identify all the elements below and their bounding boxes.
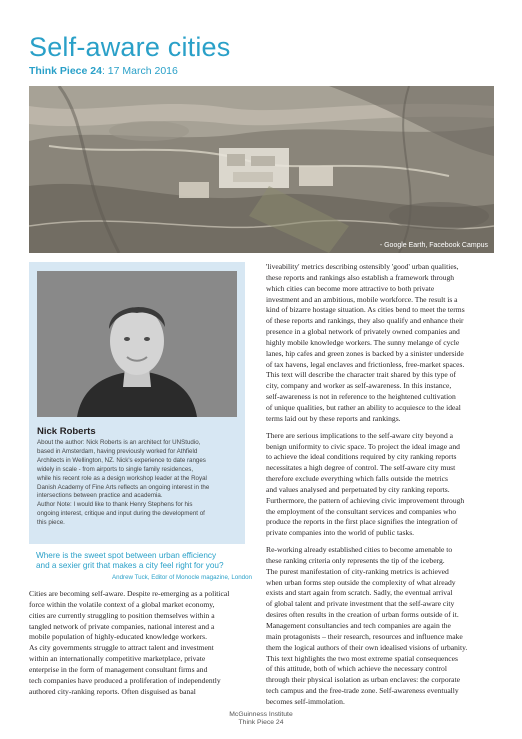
body-line: desires often results in the creation of urban forms outside of it. bbox=[266, 610, 459, 620]
body-line: the employment of the consultant services and companies who bbox=[266, 506, 457, 516]
body-line: Cities are becoming self-aware. Despite re-emerging as a political bbox=[29, 589, 230, 598]
body-line: these ranking criteria only represents the tip of the iceberg. bbox=[266, 555, 445, 565]
author-portrait-image bbox=[37, 271, 237, 417]
body-line: within an internationally competitive marketplace, private bbox=[29, 654, 206, 664]
author-portrait bbox=[37, 271, 237, 417]
body-line: tech campus and the free-trade zone. Self-awareness eventually bbox=[266, 686, 459, 696]
bio-line: intersections between practice and academia. bbox=[37, 492, 163, 500]
footer-institute: McGuinness Institute bbox=[229, 711, 293, 718]
body-line: of these reports and rankings, they also qualify and enhance their bbox=[266, 316, 464, 326]
body-line: necessitates a high degree of control. The self-aware city must bbox=[266, 463, 456, 473]
body-line: This text will describe the character trait shared by this type of bbox=[266, 370, 456, 380]
page-subtitle bbox=[29, 65, 178, 77]
bio-line: About the author: Nick Roberts is an architect for UNStudio, bbox=[37, 439, 201, 446]
body-line: of unique qualities, but rather an ability to acquiesce to the ideal bbox=[266, 402, 461, 412]
body-line: private companies into the world of public tasks. bbox=[266, 528, 415, 538]
body-line: mobile population of highly-educated knowledge workers. bbox=[29, 632, 207, 642]
bio-line: Architects in Wellington, NZ. Nick's experience to date ranges bbox=[37, 456, 206, 464]
bio-line: based in Amsterdam, having previously worked for Athfield bbox=[37, 447, 198, 455]
body-line: tech companies have produced a proliferation of independently bbox=[29, 675, 221, 685]
body-line: produce the reports in the first place signifies the integration of bbox=[266, 517, 458, 527]
author-name: Nick Roberts bbox=[37, 426, 96, 437]
body-line: kind of bizarre hostage situation. As cities bend to meet the terms bbox=[266, 305, 465, 315]
body-line: which cities can become more attractive to both private bbox=[266, 283, 435, 293]
body-column-right bbox=[266, 262, 498, 708]
body-line: presence in a global network of privately owned companies and bbox=[266, 327, 460, 337]
body-line: authored city-ranking reports. Often disguised as banal bbox=[29, 686, 196, 696]
body-line: main protagonists – their research, resources and influence make bbox=[266, 631, 463, 641]
body-line: 'liveability' metrics describing ostensibly 'good' urban qualities, bbox=[266, 262, 459, 271]
body-line: of tax havens, legal enclaves and frictionless, free-market spaces. bbox=[266, 359, 465, 369]
aerial-photo bbox=[29, 86, 494, 253]
body-line: cities are currently struggling to position themselves within a bbox=[29, 610, 215, 620]
body-line: through their physical isolation as urban enclaves: the corporate bbox=[266, 675, 461, 685]
body-line: these reports and rankings also establish a framework through bbox=[266, 272, 455, 282]
bio-line: widely in scale - from airports to single family residences, bbox=[37, 465, 194, 473]
body-line: As city governments struggle to attract talent and investment bbox=[29, 643, 214, 653]
publication-date: : 17 March 2016 bbox=[101, 65, 178, 77]
bio-line: Author Note: I would like to thank Henry Stephens for his bbox=[37, 501, 193, 509]
body-line: benign uniformity to civic space. To project the ideal image and bbox=[266, 441, 460, 451]
body-line: self-awareness is not in reference to the heightened cultivation bbox=[266, 392, 456, 402]
think-piece-label: Think Piece 24 bbox=[29, 65, 102, 77]
body-line: investment and an ambitious, mobile workforce. The result is a bbox=[266, 294, 458, 304]
footer-piece: Think Piece 24 bbox=[238, 719, 284, 726]
body-line: force within the volatile context of a global market economy, bbox=[29, 599, 215, 609]
body-line: tangled network of private companies, national interest and a bbox=[29, 621, 215, 631]
body-line: and values analysed and perpetuated by city ranking reports. bbox=[266, 484, 450, 494]
bio-line: this piece. bbox=[37, 519, 65, 527]
body-line: terms laid out by these reports and rankings. bbox=[266, 413, 401, 423]
body-line: highly mobile knowledge workers. The sunny melange of cycle bbox=[266, 337, 460, 347]
body-column-left bbox=[29, 589, 249, 697]
body-line: lanes, hip cafes and green zones is backed by a sinister underside bbox=[266, 348, 464, 358]
body-line: The purest manifestation of city-ranking metrics is achieved bbox=[266, 566, 449, 576]
body-line: exists and start again from scratch. Sadly, the eventual arrival bbox=[266, 588, 453, 598]
page-title: Self-aware cities bbox=[29, 32, 231, 62]
body-line: when urban forms step outside the complexity of what already bbox=[266, 577, 456, 587]
body-line: Management consultancies and tech companies are again the bbox=[266, 621, 451, 630]
body-line: them the logical authors of their own idealised visions of urbanity. bbox=[266, 642, 468, 652]
body-line: to achieve the ideal conditions required by city ranking reports bbox=[266, 452, 457, 462]
photo-credit: - Google Earth, Facebook Campus bbox=[379, 242, 488, 249]
quote-line: and a sexier grit that makes a city feel right for you? bbox=[36, 561, 224, 571]
body-line: of global talent and private investment that the self-aware city bbox=[266, 599, 455, 609]
author-bio-panel bbox=[29, 262, 245, 544]
body-line: Furthermore, the pattern of achieving civic improvement through bbox=[266, 495, 465, 505]
quote-attribution: Andrew Tuck, Editor of Monocle magazine, London bbox=[112, 574, 252, 581]
quote-line: Where is the sweet spot between urban efficiency bbox=[36, 551, 217, 560]
body-line: therefore exclude everything which falls outside the metrics bbox=[266, 474, 448, 484]
bio-line: Danish Academy of Fine Arts reflects an ongoing interest in the bbox=[37, 483, 210, 491]
body-line: becomes self-immolation. bbox=[266, 696, 345, 706]
aerial-photo-image bbox=[29, 86, 494, 253]
bio-line: while his recent role as a design workshop leader at the Royal bbox=[37, 474, 207, 482]
bio-line: ongoing interest, critique and input during the development of bbox=[37, 510, 205, 518]
body-line: enterprise in the form of management consultant firms and bbox=[29, 664, 208, 674]
author-bio-text bbox=[37, 439, 241, 528]
body-line: city, company and worker as self-awareness. In this instance, bbox=[266, 381, 452, 391]
body-line: This text highlights the two most extreme spatial consequences bbox=[266, 653, 458, 663]
page-footer bbox=[0, 711, 522, 727]
body-line: of this attitude, both of which achieve the necessary control bbox=[266, 664, 447, 674]
body-line: There are serious implications to the self-aware city beyond a bbox=[266, 430, 454, 440]
body-line: Re-working already established cities to become amenable to bbox=[266, 545, 453, 555]
pull-quote bbox=[36, 551, 250, 572]
